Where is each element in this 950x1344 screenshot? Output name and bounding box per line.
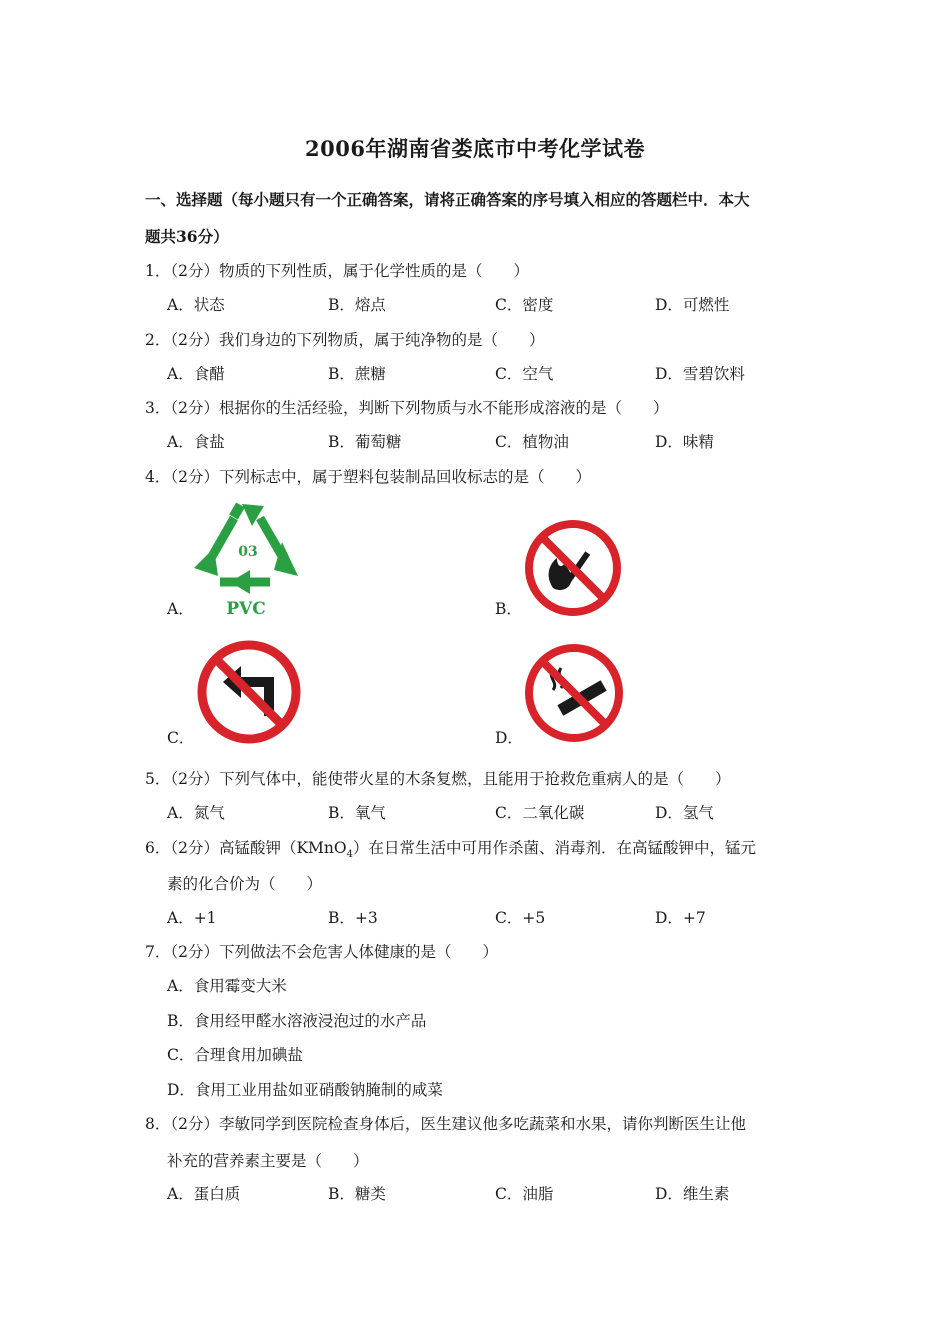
q3-option-d: D．味精 [655,433,714,451]
question-2: 2．（2分）我们身边的下列物质，属于纯净物的是（ ） [145,331,545,349]
section-heading-line1: 一、选择题（每小题只有一个正确答案，请将正确答案的序号填入相应的答题栏中．本大 [145,190,750,209]
q2-option-a: A．食醋 [167,365,225,383]
q6-option-b: B．+3 [328,909,378,927]
q8-option-c: C．油脂 [495,1185,554,1203]
no-left-turn-sign-icon [195,638,303,746]
q6-option-c: C．+5 [495,909,546,927]
q4-option-d-label: D． [495,729,523,747]
question-6 [145,836,825,867]
q3-option-a: A．食盐 [167,433,225,451]
recycle-code-text: 03 [238,544,258,560]
question-8-continued: 补充的营养素主要是（ ） [167,1152,369,1170]
q3-option-c: C．植物油 [495,433,569,451]
no-fire-sign-icon [523,518,623,618]
no-smoking-sign-icon [523,642,625,744]
q6-option-a: A．+1 [167,909,217,927]
q5-option-d: D．氢气 [655,804,714,822]
q6-stem-part2: ）在日常生活中可用作杀菌、消毒剂．在高锰酸钾中，锰元 [353,839,757,857]
question-8: 8．（2分）李敏同学到医院检查身体后，医生建议他多吃蔬菜和水果，请你判断医生让他 [145,1115,746,1133]
q5-option-c: C．二氧化碳 [495,804,585,822]
recycle-label-text: PVC [226,599,266,619]
q8-option-d: D．维生素 [655,1185,730,1203]
q5-option-b: B．氧气 [328,804,386,822]
q1-option-a: A．状态 [167,296,225,314]
q4-option-b-label: B． [495,600,522,618]
page-title: 2006年湖南省娄底市中考化学试卷 [305,136,645,161]
q6-option-d: D．+7 [655,909,706,927]
q7-option-a: A．食用霉变大米 [167,977,287,995]
q4-option-c-label: C． [167,729,195,747]
q4-option-a-label: A． [167,600,194,618]
question-6-continued: 素的化合价为（ ） [167,875,323,893]
q1-option-b: B．熔点 [328,296,386,314]
section-heading-line2: 题共36分） [145,227,229,246]
q2-option-c: C．空气 [495,365,554,383]
question-5: 5．（2分）下列气体中，能使带火星的木条复燃，且能用于抢救危重病人的是（ ） [145,770,731,788]
q8-option-a: A．蛋白质 [167,1185,241,1203]
q2-option-b: B．蔗糖 [328,365,386,383]
recycle-pvc-icon [190,498,305,620]
q6-stem-subscript: 4 [346,849,353,861]
q6-stem-part1: 6．（2分）高锰酸钾（KMnO [145,839,347,857]
q5-option-a: A．氮气 [167,804,225,822]
q2-option-d: D．雪碧饮料 [655,365,745,383]
question-1: 1．（2分）物质的下列性质，属于化学性质的是（ ） [145,262,529,280]
q8-option-b: B．糖类 [328,1185,386,1203]
q7-option-d: D．食用工业用盐如亚硝酸钠腌制的咸菜 [167,1081,443,1099]
question-3: 3．（2分）根据你的生活经验，判断下列物质与水不能形成溶液的是（ ） [145,399,669,417]
q7-option-c: C．合理食用加碘盐 [167,1046,303,1064]
q7-option-b: B．食用经甲醛水溶液浸泡过的水产品 [167,1012,427,1030]
question-4: 4．（2分）下列标志中，属于塑料包装制品回收标志的是（ ） [145,468,591,486]
q1-option-d: D．可燃性 [655,296,730,314]
question-7: 7．（2分）下列做法不会危害人体健康的是（ ） [145,943,498,961]
q1-option-c: C．密度 [495,296,554,314]
q3-option-b: B．葡萄糖 [328,433,402,451]
